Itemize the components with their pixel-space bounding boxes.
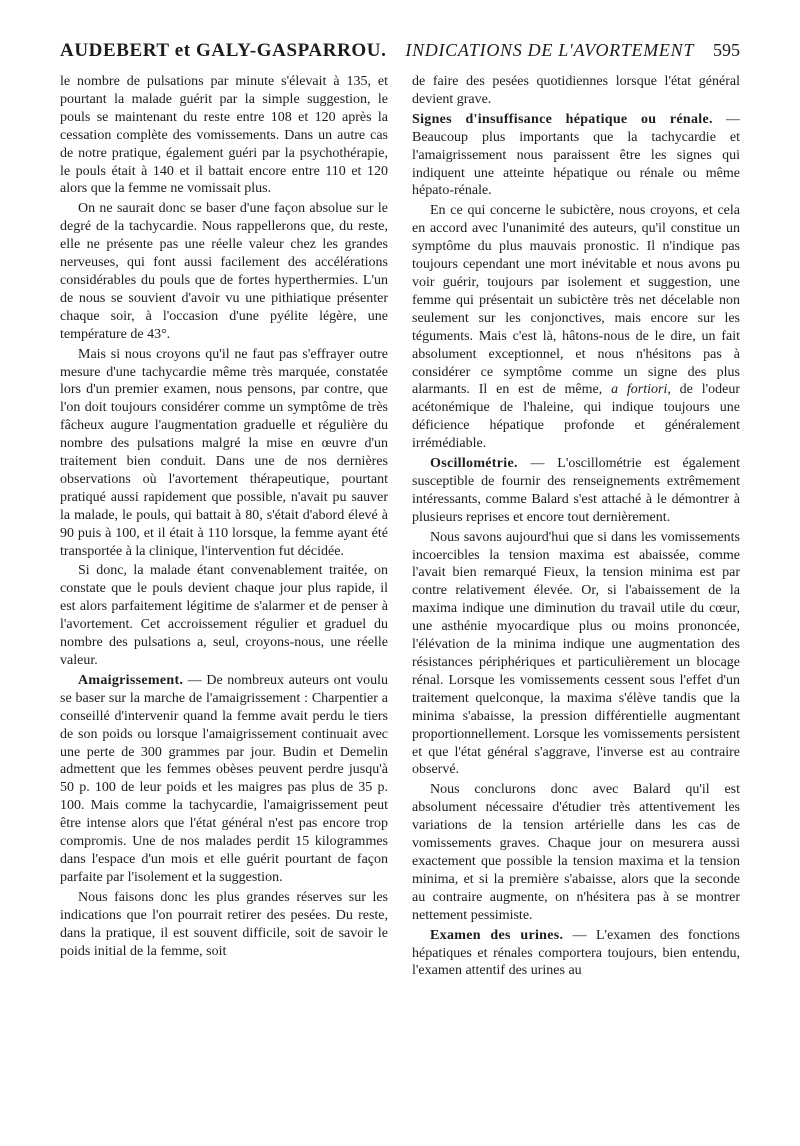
right-column	[412, 73, 740, 1135]
section-text: — L'examen des fonctions hépatiques et rénales comportera toujours, bien entendu, l'examen attentif des urines au	[412, 927, 741, 979]
section-heading-insuffisance: Signes d'insuffisance hépatique ou rénale.	[412, 111, 713, 127]
header-authors: AUDEBERT et GALY-GASPARROU.	[60, 40, 387, 61]
body-columns	[60, 73, 740, 1135]
paragraph: On ne saurait donc se baser d'une façon absolue sur le degré de la tachycardie. Nous rappellerons que, du reste, elle ne présente pas une réelle valeur chez les grandes nerveuses, qui font aussi facilement des accélérations considérables du pouls que de fortes hyperthermies. L'un de nous se souvient d'avoir vu une pithiatique présenter chaque soir, à l'occasion d'une pyélite légère, une température de 43°.	[60, 201, 388, 342]
section-heading-amaigrissement: Amaigrissement.	[78, 672, 184, 688]
text-run: , de l'odeur acétonémique de l'haleine, qui indique toujours une déficience hépatique profonde et généralement irrémédiable.	[412, 382, 740, 452]
paragraph: le nombre de pulsations par minute s'élevait à 135, et pourtant la malade guérit par la simple suggestion, le pouls se maintenant du reste entre 108 et 120 après la cessation complète des vomissements. Dans un autre cas de notre pratique, également guéri par la psychothérapie, le pouls était à 140 et il battait encore entre 110 et 120 alors que la femme ne vomissait plus.	[60, 74, 388, 197]
paragraph: Nous faisons donc les plus grandes réserves sur les indications que l'on pourrait retirer des pesées. Du reste, dans la pratique, il est souvent difficile, soit de savoir le poids initial de la femme, soit	[60, 889, 388, 959]
section-paragraph-oscillometrie	[412, 455, 740, 527]
paragraph: Nous conclurons donc avec Balard qu'il est absolument nécessaire d'étudier très attentivement les variations de la tension artérielle dans les cas de vomissements graves. Chaque jour on mesurera aussi exactement que possible la tension maxima et la tension minima, et si la première s'abaisse, alors que la seconde au contraire augmente, on n'hésitera pas à se montrer nettement pessimiste.	[412, 782, 740, 923]
page-number: 595	[713, 40, 740, 60]
section-paragraph-amaigrissement	[60, 672, 388, 887]
italic-term: a fortiori	[611, 382, 668, 398]
paragraph: de faire des pesées quotidiennes lorsque l'état général devient grave.	[412, 74, 740, 107]
paragraph	[412, 202, 740, 453]
paragraph: Si donc, la malade étant convenablement traitée, on constate que le pouls devient chaque jour plus rapide, il est alors parfaitement légitime de s'alarmer et de penser à l'avortement. Cet accroissement régulier et graduel du nombre des pulsations a, seul, croyons-nous, une réelle valeur.	[60, 563, 388, 668]
section-text: — De nombreux auteurs ont voulu se baser sur la marche de l'amaigrissement : Charpentier a conseillé d'intervenir quand la femme avait perdu le tiers de son poids ou lorsque l'amaigrissement continuait avec une perte de 300 grammes par jour. Budin et Demelin admettent que les femmes obèses peuvent perdre jusqu'à 50 p. 100 de leur poids et les maigres pas plus de 35 p. 100. Mais comme la tachycardie, l'amaigrissement peut être intense alors que l'état général n'est pas encore trop compromis. Une de nos malades perdit 15 kilogrammes dans l'espace d'un mois et elle guérit pourtant de façon parfaite par l'isolement et la suggestion.	[60, 672, 388, 885]
section-heading-oscillometrie: Oscillométrie.	[430, 456, 518, 472]
section-paragraph-insuffisance	[412, 111, 740, 201]
section-heading-urines: Examen des urines.	[430, 927, 564, 943]
section-text: — L'oscillométrie est également susceptible de fournir des renseignements extrêmement intéressants, comme Balard s'est attaché à le démontrer à plusieurs reprises et encore tout dernièrement.	[412, 456, 740, 525]
paragraph: Nous savons aujourd'hui que si dans les vomissements incoercibles la tension maxima est abaissée, comme l'avait bien remarqué Fieux, la tension minima est par contre relativement élevée. Or, si l'abaissement de la maxima indique une diminution du travail utile du cœur, une asthénie myocardique plus ou moins prononcée, l'élévation de la minima indique une augmentation des résistances périphériques et particulièrement un blocage rénal. Lorsque les vomissements cessent sous l'effet d'un traitement quelconque, la maxima s'élève tandis que la minima s'abaisse, la pression différentielle augmentant proportionnellement. Lorsque les vomissements persistent et que l'état général s'aggrave, l'inverse est au contraire observé.	[412, 529, 740, 778]
paragraph: Mais si nous croyons qu'il ne faut pas s'effrayer outre mesure d'une tachycardie même très marquée, constatée lors d'un premier examen, nous pensons, par contre, que l'on doit toujours considérer comme un symptôme de très fâcheux augure l'augmentation graduelle et régulière du nombre des pulsations malgré la mise en œuvre d'un traitement bien conduit. Dans une de nos dernières observations où l'avortement thérapeutique, pourtant pratiqué aussi rapidement que possible, n'avait pu sauver la malade, le pouls, qui battait à 80, s'était d'abord élevé à 90 puis à 100, et il était à 110 lorsque, la femme ayant été transportée à la clinique, l'intervention fut décidée.	[60, 346, 388, 559]
header-title: INDICATIONS DE L'AVORTEMENT	[405, 40, 695, 60]
text-run: En ce qui concerne le subictère, nous croyons, et cela en accord avec l'unanimité des auteurs, qu'il constitue un symptôme du plus mauvais pronostic. Il n'indique pas toujours cependant une mort inévitable et nous avons pu voir guérir, toujours par isolement et suggestion, une femme qui présentait un subictère très net décelable non seulement sur les conjonctives, mais encore sur les téguments. Mais c'est là, hâtons-nous de le dire, un fait absolument exceptionnel, et nous n'hésitons pas à considérer ce symptôme comme un signe des plus alarmants. Il en est de même,	[412, 203, 740, 398]
left-column	[60, 73, 388, 1135]
section-paragraph-urines	[412, 927, 740, 981]
section-text: — Beaucoup plus importants que la tachycardie et l'amaigrissement nous paraissent être les signes qui indiquent une atteinte hépatique ou rénale ou même hépato-rénale.	[412, 111, 740, 199]
running-header	[60, 40, 740, 70]
